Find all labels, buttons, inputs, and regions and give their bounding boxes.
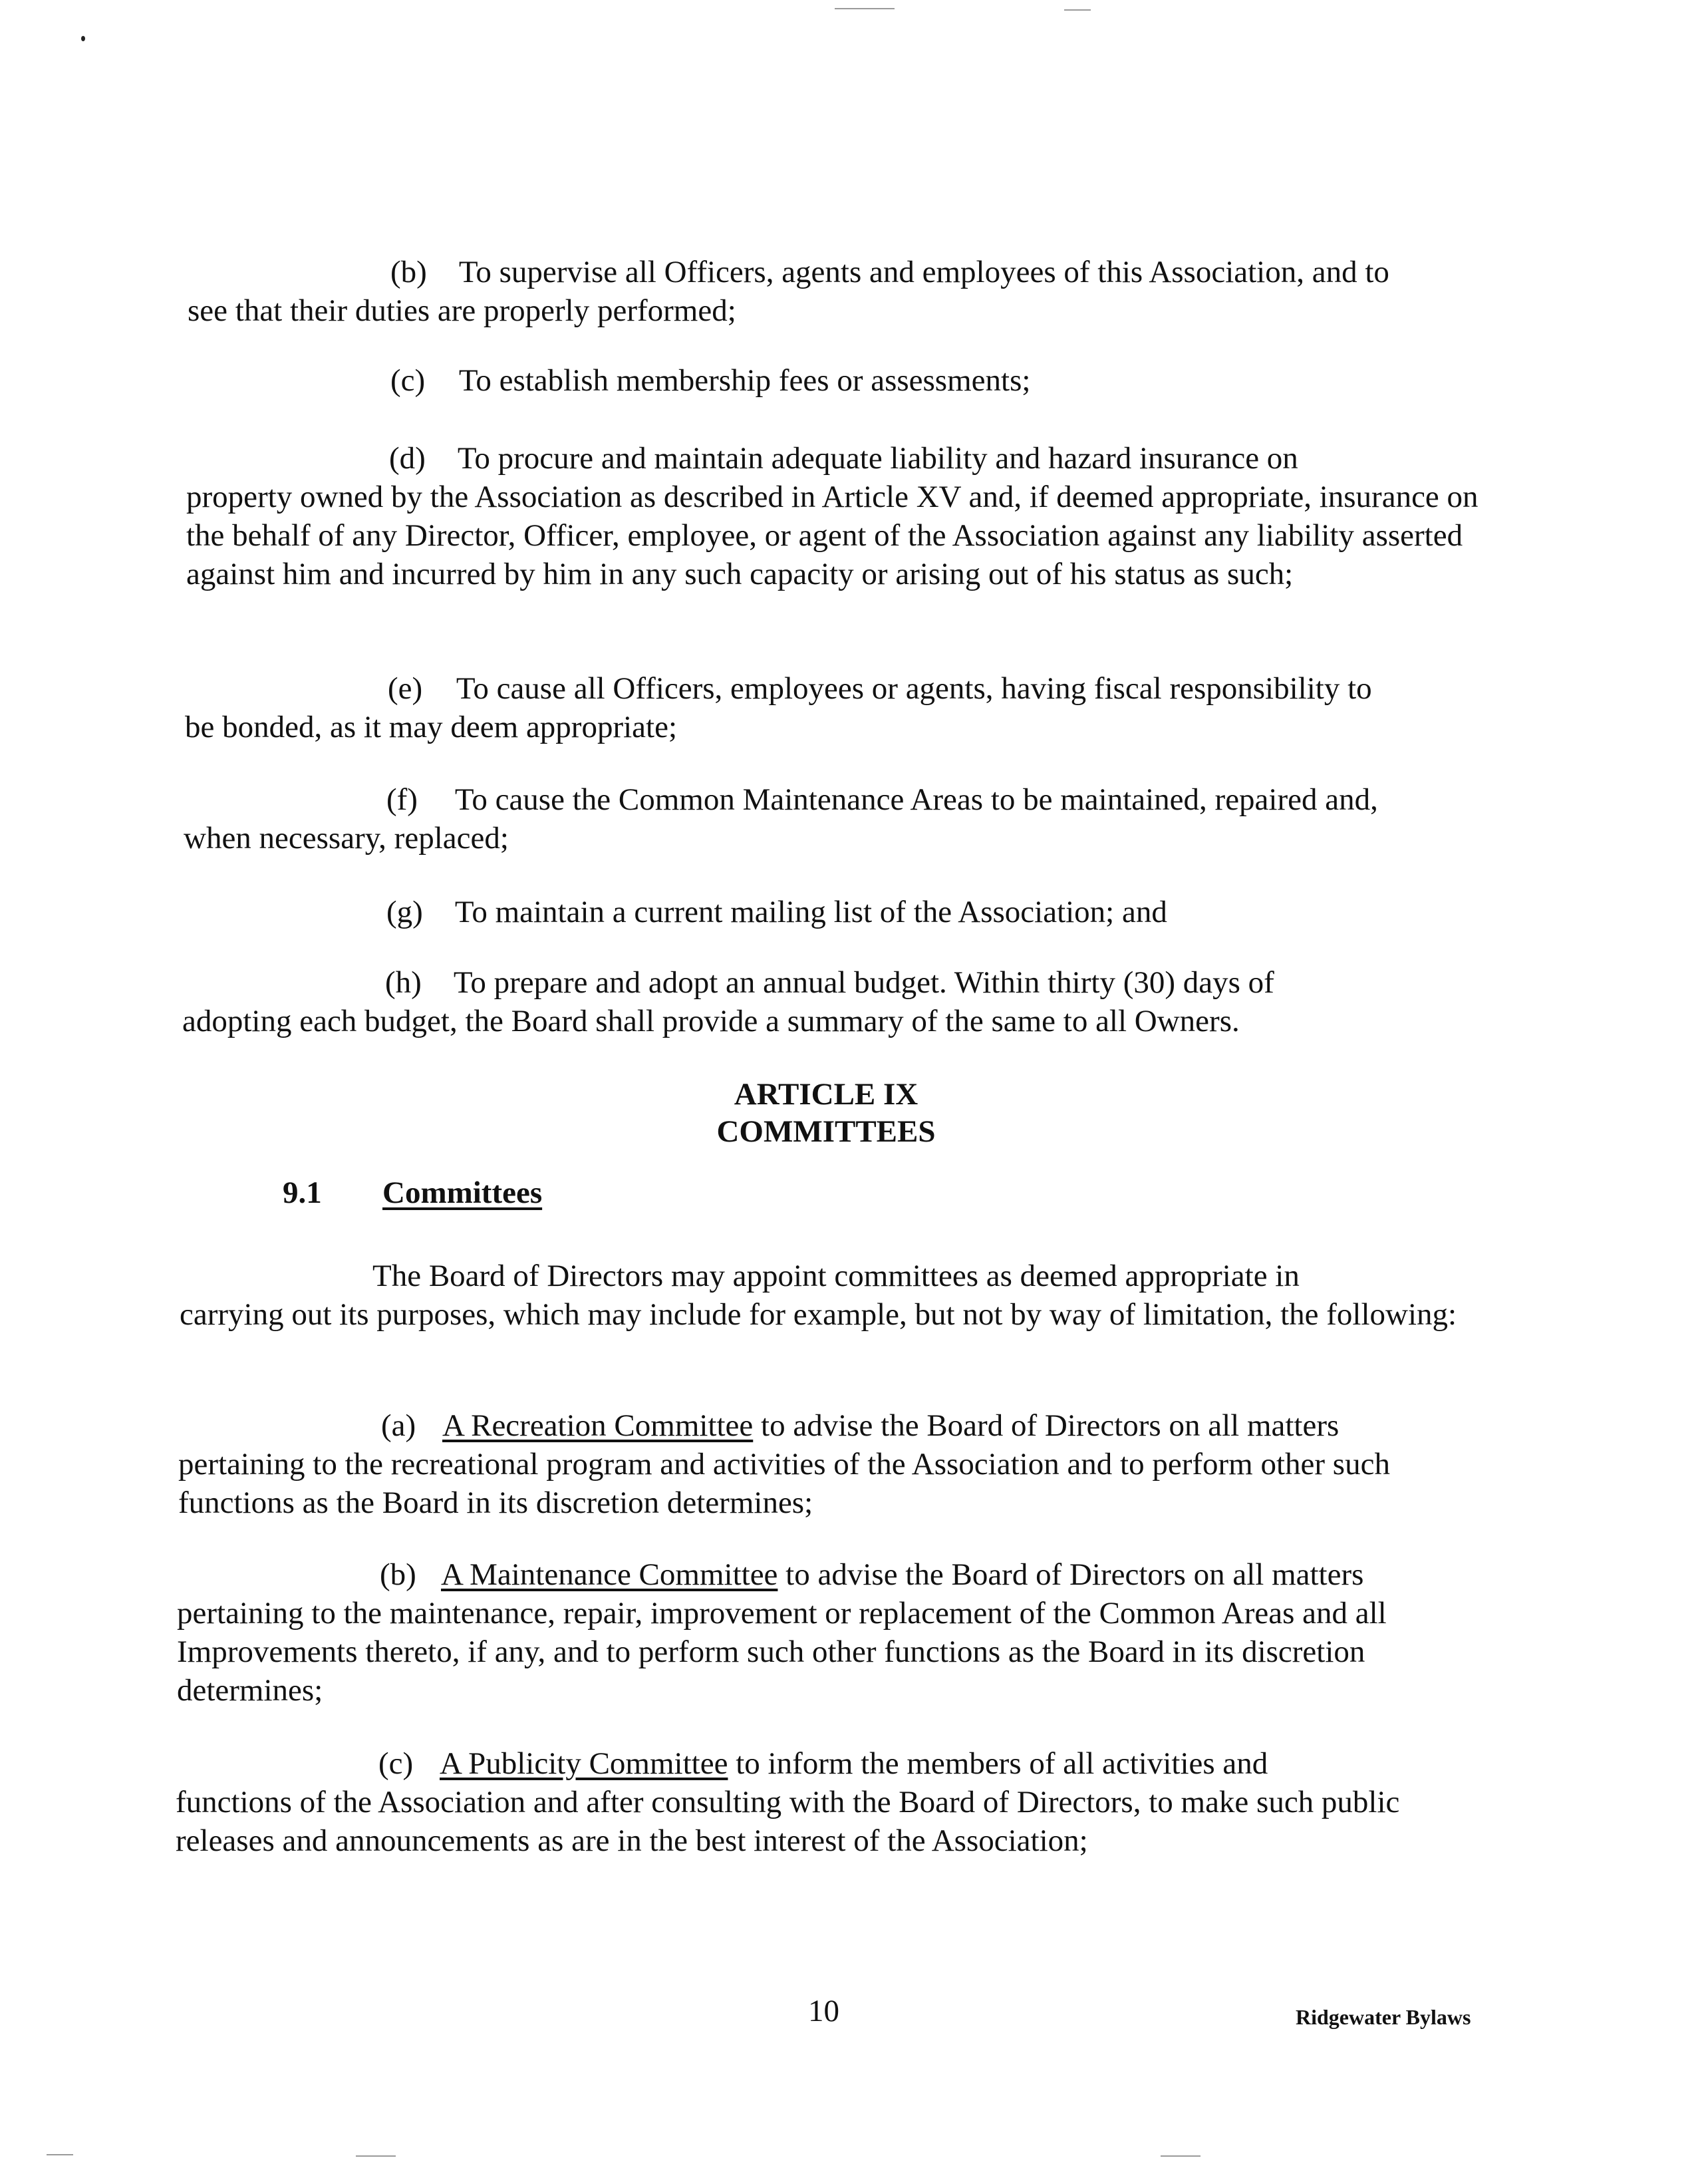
paragraph-text: To cause all Officers, employees or agents, having fiscal responsibility to — [456, 671, 1372, 706]
paragraph-continuation: when necessary, replaced; — [184, 821, 509, 856]
section-heading — [283, 1174, 542, 1211]
committee-name: A Recreation Committee — [442, 1408, 754, 1443]
duty-paragraph-e — [185, 669, 1479, 746]
footer-document-label: Ridgewater Bylaws — [1296, 2005, 1471, 2029]
paragraph-label: (f) — [386, 782, 418, 817]
paragraph-text: to inform the members of all activities and — [728, 1746, 1268, 1781]
committee-paragraph-a — [178, 1406, 1495, 1522]
duty-paragraph-f — [184, 780, 1480, 858]
paragraph-continuation: see that their duties are properly performed; — [188, 293, 736, 328]
paragraph-text: To supervise all Officers, agents and employees of this Association, and to — [458, 255, 1389, 289]
paragraph-continuation: adopting each budget, the Board shall provide a summary of the same to all Owners. — [182, 1004, 1240, 1038]
section-title: Committees — [382, 1175, 543, 1210]
paragraph-text: The Board of Directors may appoint committees as deemed appropriate in — [372, 1259, 1300, 1293]
paragraph-label: (e) — [388, 671, 423, 706]
paragraph-text: to advise the Board of Directors on all matters — [753, 1408, 1340, 1443]
paragraph-text: To establish membership fees or assessments; — [458, 363, 1031, 398]
scan-artifact-top — [835, 8, 895, 9]
section-number: 9.1 — [283, 1175, 322, 1210]
paragraph-text: To cause the Common Maintenance Areas to be maintained, repaired and, — [454, 782, 1378, 817]
paragraph-continuation: functions of the Association and after consulting with the Board of Directors, to make such public releases and announcements as are in the best interest of the Association; — [176, 1785, 1400, 1858]
paragraph-label: (c) — [378, 1746, 414, 1781]
paragraph-text: To maintain a current mailing list of the Association; and — [454, 895, 1167, 929]
committee-name: A Publicity Committee — [440, 1746, 728, 1781]
paragraph-label: (b) — [390, 255, 427, 289]
scan-artifact-bottom — [47, 2154, 73, 2155]
paragraph-continuation: property owned by the Association as described in Article XV and, if deemed appropriate, insurance on the behalf of any Director, Officer, employee, or agent of the Association against any liability asserted against him and incurred by him in any such capacity or arising out of his status as such; — [186, 480, 1479, 591]
paragraph-label: (c) — [390, 363, 426, 398]
duty-paragraph-c — [188, 361, 1491, 400]
paragraph-continuation: be bonded, as it may deem appropriate; — [185, 710, 677, 744]
duty-paragraph-d — [186, 439, 1480, 593]
duty-paragraph-b — [188, 253, 1481, 330]
paragraph-label: (g) — [386, 895, 423, 929]
paragraph-continuation: carrying out its purposes, which may include for example, but not by way of limitation, the following: — [180, 1297, 1457, 1332]
paragraph-label: (a) — [381, 1408, 416, 1443]
page-number: 10 — [808, 1994, 839, 2028]
paragraph-label: (b) — [380, 1557, 416, 1592]
committee-paragraph-b — [177, 1555, 1497, 1710]
paragraph-label: (h) — [385, 965, 422, 1000]
paragraph-continuation: pertaining to the maintenance, repair, improvement or replacement of the Common Areas and all Improvements thereto, if any, and to perform such other functions as the Board in its discretion determines; — [177, 1596, 1387, 1708]
paragraph-label: (d) — [389, 441, 426, 476]
article-title: COMMITTEES — [716, 1114, 936, 1149]
committees-intro — [180, 1257, 1486, 1334]
scan-artifact-bottom — [1161, 2155, 1200, 2157]
duty-paragraph-g — [184, 893, 1487, 931]
paragraph-text: To prepare and adopt an annual budget. Within thirty (30) days of — [453, 965, 1274, 1000]
committee-paragraph-c — [176, 1744, 1476, 1860]
paragraph-continuation: pertaining to the recreational program and activities of the Association and to perform other such functions as the Board in its discretion determines; — [178, 1447, 1390, 1520]
scan-artifact-bottom — [356, 2155, 396, 2157]
duty-paragraph-h — [182, 963, 1486, 1040]
committee-name: A Maintenance Committee — [441, 1557, 778, 1592]
scan-artifact-top — [1064, 9, 1091, 11]
article-number: ARTICLE IX — [734, 1077, 918, 1112]
paragraph-text: To procure and maintain adequate liability and hazard insurance on — [457, 441, 1298, 476]
scan-speck — [81, 36, 85, 41]
paragraph-text: to advise the Board of Directors on all matters — [777, 1557, 1364, 1592]
